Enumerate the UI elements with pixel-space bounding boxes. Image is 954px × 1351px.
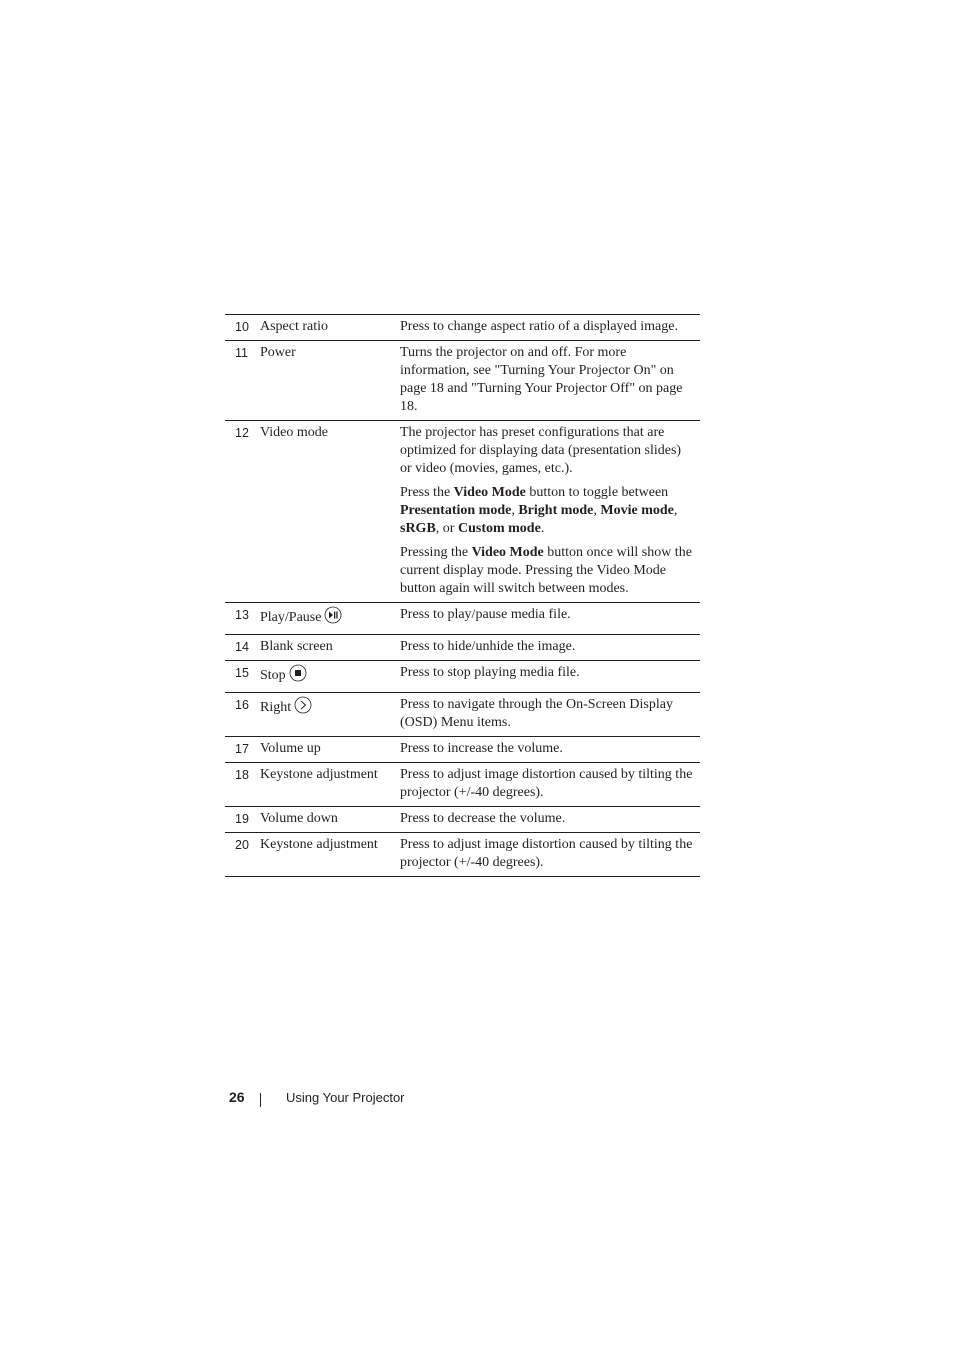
item-number: 11 xyxy=(235,346,248,360)
item-name: Blank screen xyxy=(260,639,333,654)
item-name: Right xyxy=(260,696,400,732)
footer-divider xyxy=(260,1093,261,1107)
table-row xyxy=(225,603,700,635)
description-paragraph: Press the Video Mode button to toggle between Presentation mode, Bright mode, Movie mode, sRGB, or Custom mode. xyxy=(400,485,678,536)
table-row xyxy=(225,661,700,693)
item-name: Stop xyxy=(260,664,400,688)
table-row xyxy=(225,341,700,421)
item-description: Press to increase the volume. xyxy=(400,741,563,756)
item-name: Volume down xyxy=(260,811,338,826)
item-description: Press to navigate through the On-Screen Display (OSD) Menu items. xyxy=(400,697,673,730)
item-number: 10 xyxy=(235,320,249,334)
table-row xyxy=(225,737,700,763)
item-number: 16 xyxy=(235,698,249,712)
section-title: Using Your Projector xyxy=(286,1090,405,1105)
item-number: 20 xyxy=(235,838,249,852)
item-number: 15 xyxy=(235,666,249,680)
table-row xyxy=(225,421,700,603)
item-description: Turns the projector on and off. For more information, see "Turning Your Projector On" on page 18 and "Turning Your Projector Off" on page 18. xyxy=(400,345,683,414)
table-row xyxy=(225,807,700,833)
item-name: Power xyxy=(260,345,296,360)
play-pause-icon xyxy=(324,606,342,630)
table-row xyxy=(225,763,700,807)
item-description: Press to decrease the volume. xyxy=(400,811,566,826)
item-name: Keystone adjustment xyxy=(260,837,378,852)
item-description: Press to play/pause media file. xyxy=(400,607,571,622)
stop-icon xyxy=(289,664,307,688)
right-arrow-icon xyxy=(294,696,312,720)
item-number: 17 xyxy=(235,742,249,756)
description-paragraph: The projector has preset configurations that are optimized for displaying data (presentation slides) or video (movies, games, etc.). xyxy=(400,425,682,476)
table-row xyxy=(225,833,700,877)
item-name: Volume up xyxy=(260,741,321,756)
item-number: 12 xyxy=(235,426,249,440)
page-number: 26 xyxy=(229,1089,245,1105)
item-name: Play/Pause xyxy=(260,606,400,630)
description-paragraph: Pressing the Video Mode button once will show the current display mode. Pressing the Video Mode button again will switch between modes. xyxy=(400,545,692,596)
item-description: Press to adjust image distortion caused by tilting the projector (+/-40 degrees). xyxy=(400,767,693,800)
item-description: Press to stop playing media file. xyxy=(400,665,580,680)
table-row xyxy=(225,635,700,661)
item-description xyxy=(400,424,700,598)
item-number: 19 xyxy=(235,812,249,826)
item-description: Press to hide/unhide the image. xyxy=(400,639,576,654)
item-name: Aspect ratio xyxy=(260,319,329,334)
table-row xyxy=(225,315,700,341)
item-description: Press to change aspect ratio of a displayed image. xyxy=(400,319,678,334)
item-name: Video mode xyxy=(260,425,328,440)
table-row xyxy=(225,693,700,737)
item-name: Keystone adjustment xyxy=(260,767,378,782)
item-description: Press to adjust image distortion caused by tilting the projector (+/-40 degrees). xyxy=(400,837,693,870)
item-number: 14 xyxy=(235,640,249,654)
item-number: 13 xyxy=(235,608,249,622)
item-number: 18 xyxy=(235,768,249,782)
button-description-table xyxy=(225,314,700,877)
